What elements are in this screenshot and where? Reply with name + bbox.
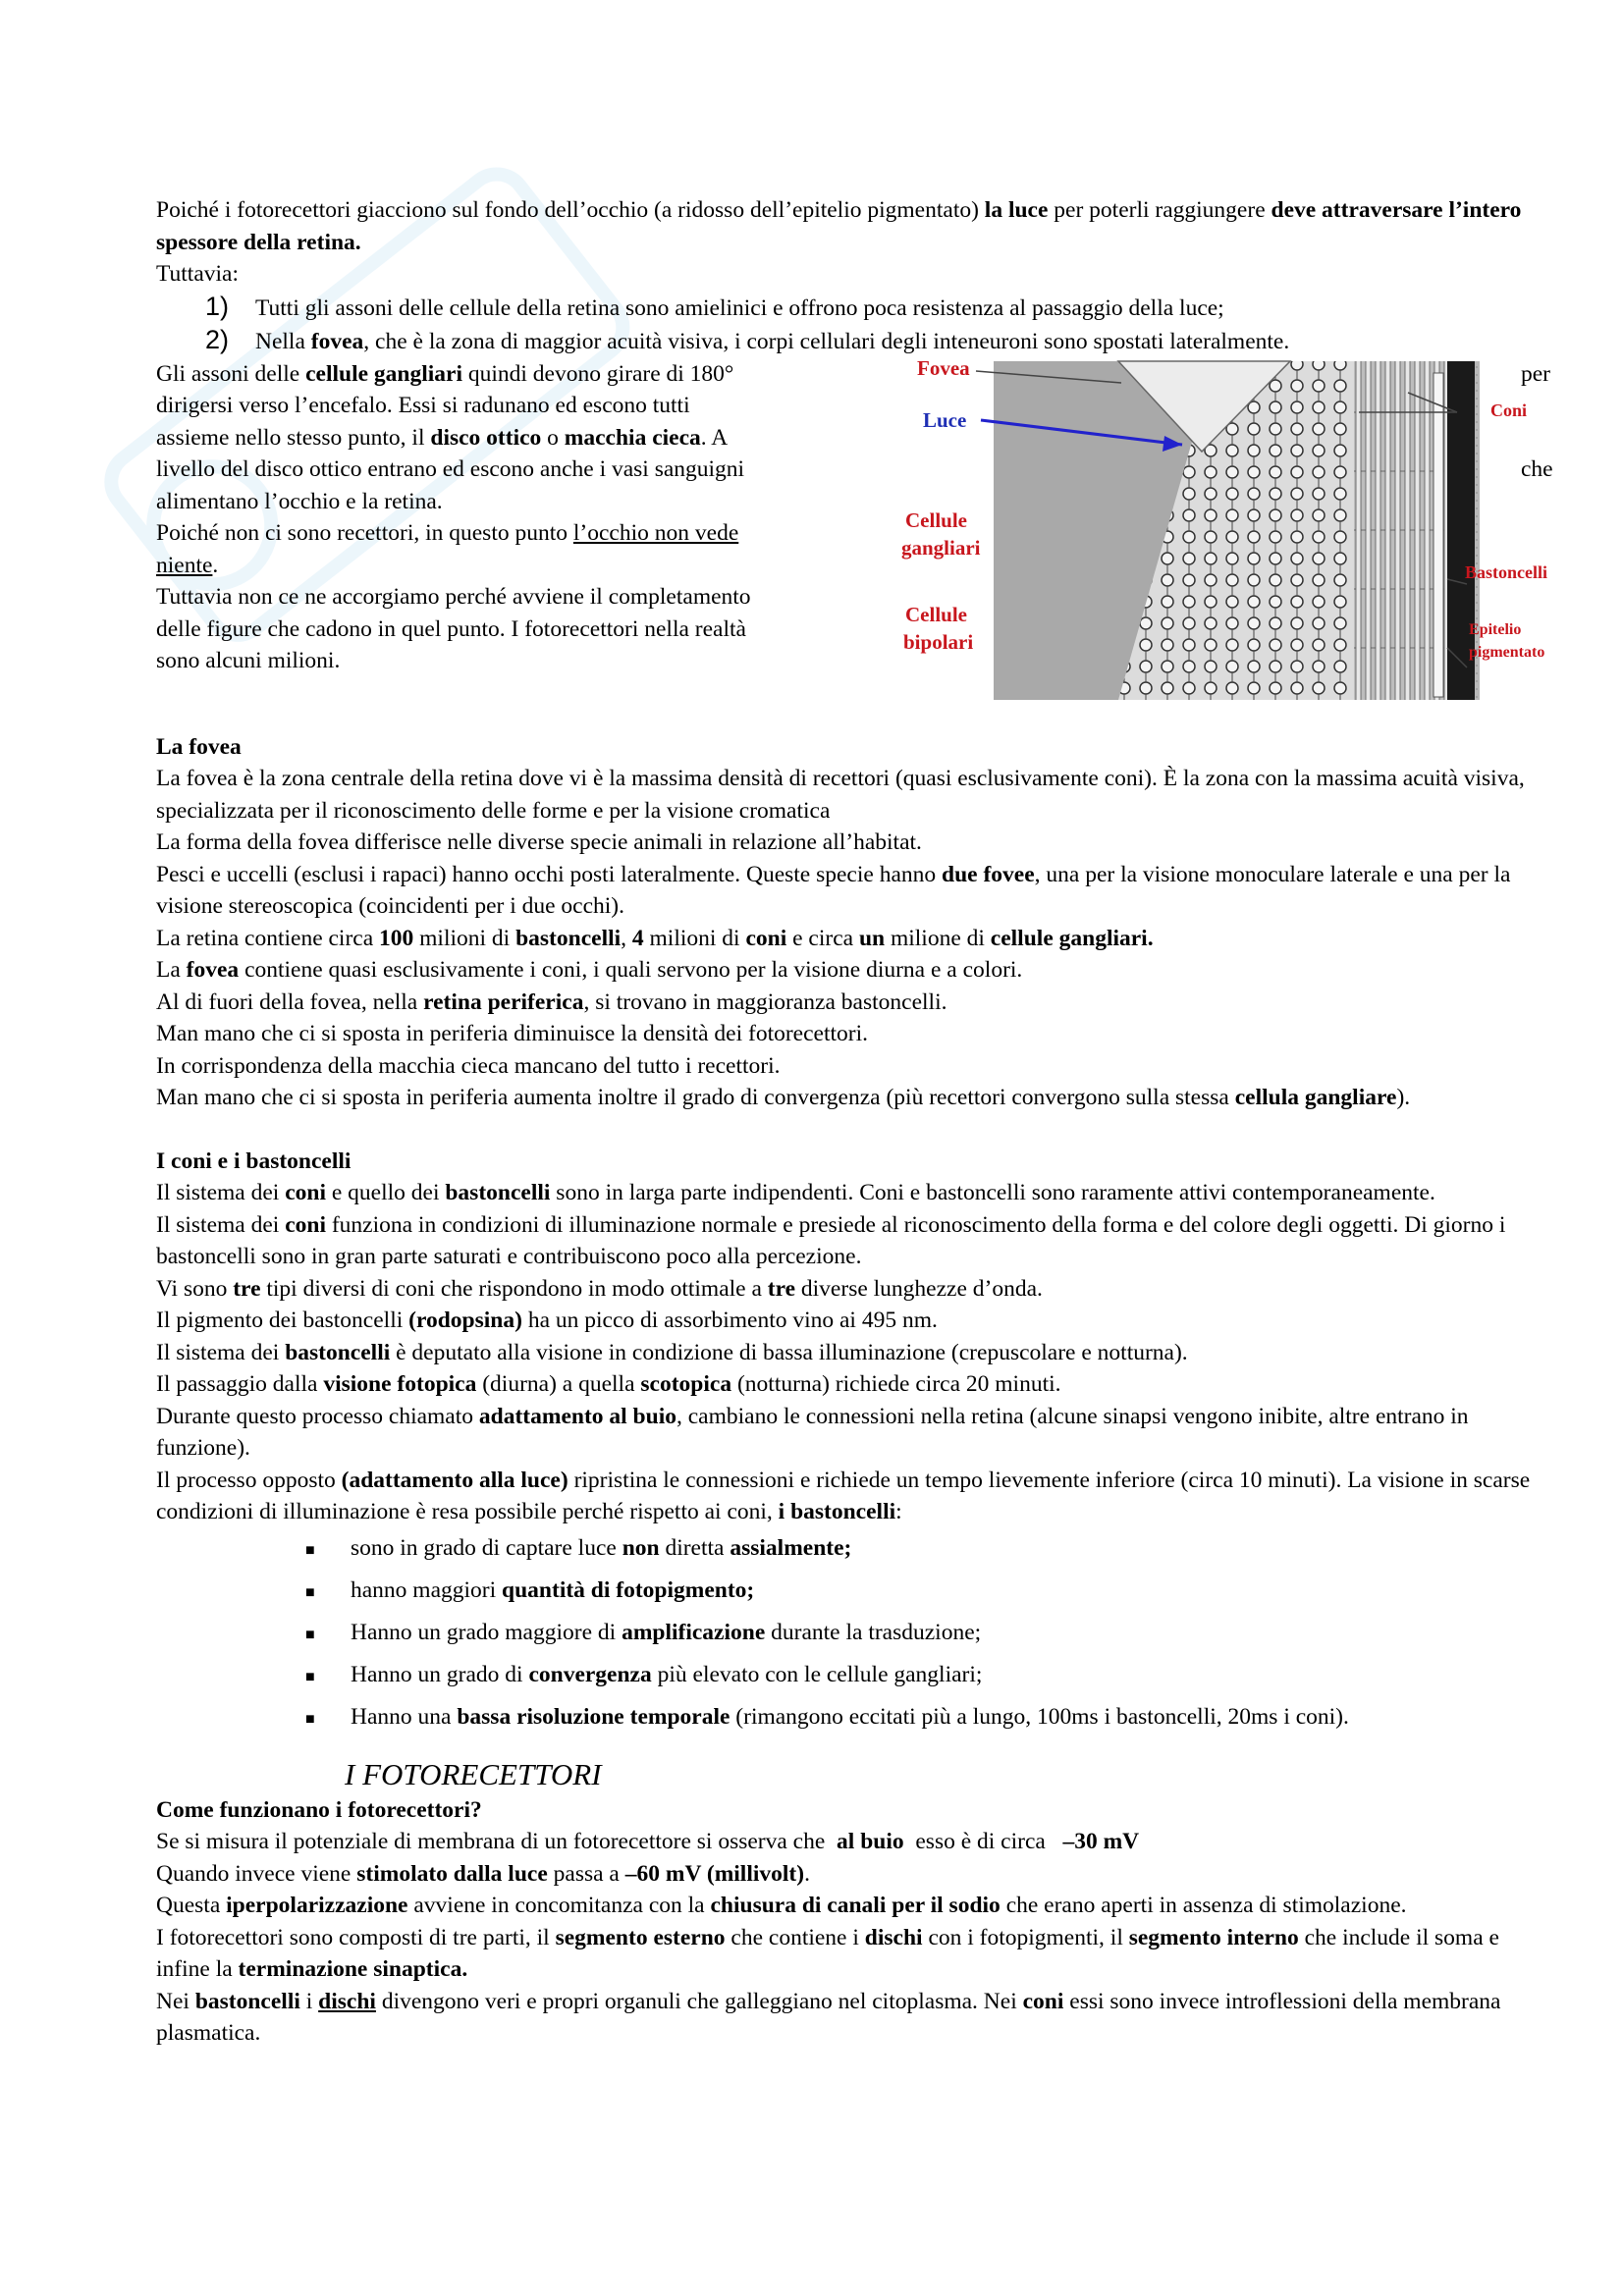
- fovea-p9: Man mano che ci si sposta in periferia aumenta inoltre il grado di convergenza (più recettori convergono sulla stessa cellula gangliare).: [156, 1085, 1411, 1110]
- document-page: [156, 194, 1553, 2050]
- list-item: 1) Tutti gli assoni delle cellule della retina sono amielinici e offrono poca resistenza al passaggio della luce;: [205, 291, 1224, 321]
- fovea-p2: La forma della fovea differisce nelle diverse specie animali in relazione all’habitat.: [156, 829, 922, 855]
- foto-p3: Questa iperpolarizzazione avviene in concomitanza con la chiusura di canali per il sodio che erano aperti in assenza di stimolazione.: [156, 1893, 1407, 1918]
- wrap-word-che: che: [1521, 455, 1553, 482]
- fovea-p1: La fovea è la zona centrale della retina dove vi è la massima densità di recettori (quasi esclusivamente coni). È la zona con la massima acuità visiva, specializzata per il riconoscimento delle forme e per la visione cromatica: [156, 766, 1525, 824]
- label-epitelio-2: pigmentato: [1469, 643, 1545, 661]
- foto-p1: Se si misura il potenziale di membrana di un fotorecettore si osserva che al buio esso è di circa –30 mV: [156, 1829, 1140, 1854]
- label-coni: Coni: [1490, 400, 1528, 420]
- label-bastoncelli: Bastoncelli: [1465, 561, 1547, 582]
- list-item: ■ Hanno un grado di convergenza più elevato con le cellule gangliari;: [305, 1655, 1550, 1697]
- foto-p2: Quando invece viene stimolato dalla luce passa a –60 mV (millivolt).: [156, 1860, 810, 1887]
- label-epitelio-1: Epitelio: [1469, 620, 1522, 638]
- wrap-word-per: per: [1521, 360, 1551, 387]
- fovea-p7: Man mano che ci si sposta in periferia diminuisce la densità dei fotorecettori.: [156, 1021, 869, 1046]
- chapter-title: I FOTORECETTORI: [345, 1756, 602, 1791]
- coni-p5: Il sistema dei bastoncelli è deputato alla visione in condizione di bassa illuminazione (crepuscolare e notturna).: [156, 1339, 1188, 1365]
- square-bullet-icon: ■: [305, 1541, 315, 1559]
- coni-p1: Il sistema dei coni e quello dei bastoncelli sono in larga parte indipendenti. Coni e bastoncelli sono raramente attivi contemporaneamente.: [156, 1180, 1435, 1205]
- tuttavia-line: Tuttavia:: [156, 261, 240, 287]
- fovea-p8: In corrispondenza della macchia cieca mancano del tutto i recettori.: [156, 1052, 781, 1079]
- coni-p6: Il passaggio dalla visione fotopica (diurna) a quella scotopica (notturna) richiede circa 20 minuti.: [156, 1371, 1061, 1397]
- bullet-list: [305, 1528, 1550, 1739]
- label-cellule-gangliari-1: Cellule: [905, 507, 967, 532]
- fovea-p3: Pesci e uccelli (esclusi i rapaci) hanno occhi posti lateralmente. Queste specie hanno due fovee, una per la visione monoculare laterale e una per la visione stereoscopica (coincidenti per i due occhi).: [156, 861, 1511, 919]
- list-item: ■ Hanno un grado maggiore di amplificazione durante la trasduzione;: [305, 1613, 1550, 1655]
- coni-p3: Vi sono tre tipi diversi di coni che rispondono in modo ottimale a tre diverse lunghezze d’onda.: [156, 1275, 1043, 1302]
- list-item: 2) Nella fovea, che è la zona di maggior acuità visiva, i corpi cellulari degli inteneuroni sono spostati lateralmente.: [205, 325, 1290, 354]
- coni-p8: Il processo opposto (adattamento alla luce) ripristina le connessioni e richiede un tempo lievemente inferiore (circa 10 minuti). La visione in scarse condizioni di illuminazione è resa possibile perché rispetto ai coni, i bastoncelli:: [156, 1467, 1531, 1524]
- numbered-list: [156, 291, 1550, 358]
- fovea-p6: Al di fuori della fovea, nella retina periferica, si trovano in maggioranza bastoncelli.: [156, 988, 947, 1015]
- section-heading-coni: I coni e i bastoncelli: [156, 1148, 352, 1174]
- square-bullet-icon: ■: [305, 1626, 315, 1643]
- list-item: ■ sono in grado di captare luce non diretta assialmente;: [305, 1528, 1550, 1571]
- figure-side-text: Gli assoni delle cellule gangliari quindi devono girare di 180° dirigersi verso l’encefalo. Essi si radunano ed escono tutti assieme nello stesso punto, il disco ottico o macchia cieca. A livello del disco ottico entrano ed escono anche i vasi sanguigni alimentano l’occhio e la retina. Poiché non ci sono recettori, in questo punto l’occhio non vede niente. Tuttavia non ce ne accorgiamo perché avviene il completamento delle figure che cadono in quel punto. I fotorecettori nella realtà sono alcuni milioni.: [156, 360, 751, 673]
- list-item: ■ hanno maggiori quantità di fotopigmento;: [305, 1571, 1550, 1613]
- label-cellule-bipolari-1: Cellule: [905, 602, 967, 626]
- label-fovea: Fovea: [917, 355, 970, 380]
- retina-figure: [897, 353, 1623, 707]
- foto-p5: Nei bastoncelli i dischi divengono veri e propri organuli che galleggiano nel citoplasma. Nei coni essi sono invece introflessioni della membrana plasmatica.: [156, 1988, 1501, 2046]
- label-luce: Luce: [923, 407, 967, 432]
- square-bullet-icon: ■: [305, 1668, 315, 1685]
- fovea-p4: La retina contiene circa 100 milioni di bastoncelli, 4 milioni di coni e circa un milione di cellule gangliari.: [156, 925, 1154, 951]
- figure-block: [156, 355, 1553, 700]
- foto-p4: I fotorecettori sono composti di tre parti, il segmento esterno che contiene i dischi con i fotopigmenti, il segmento interno che include il soma e infine la terminazione sinaptica.: [156, 1924, 1499, 1982]
- label-cellule-bipolari-2: bipolari: [903, 629, 974, 654]
- square-bullet-icon: ■: [305, 1583, 315, 1601]
- section-heading-fotorecettori: Come funzionano i fotorecettori?: [156, 1796, 482, 1823]
- section-heading-fovea: La fovea: [156, 733, 242, 760]
- label-cellule-gangliari-2: gangliari: [901, 535, 981, 560]
- square-bullet-icon: ■: [305, 1710, 315, 1728]
- coni-p7: Durante questo processo chiamato adattamento al buio, cambiano le connessioni nella retina (alcune sinapsi vengono inibite, altre entrano in funzione).: [156, 1403, 1469, 1461]
- intro-paragraph: Poiché i fotorecettori giacciono sul fondo dell’occhio (a ridosso dell’epitelio pigmentato) la luce per poterli raggiungere deve attraversare l’intero spessore della retina.: [156, 197, 1522, 255]
- fovea-p5: La fovea contiene quasi esclusivamente i coni, i quali servono per la visione diurna e a colori.: [156, 957, 1023, 983]
- coni-p2: Il sistema dei coni funziona in condizioni di illuminazione normale e presiede al riconoscimento della forma e del colore degli oggetti. Di giorno i bastoncelli sono in gran parte saturati e contribuiscono poco alla percezione.: [156, 1211, 1506, 1269]
- coni-p4: Il pigmento dei bastoncelli (rodopsina) ha un picco di assorbimento vino ai 495 nm.: [156, 1308, 938, 1333]
- list-item: ■ Hanno una bassa risoluzione temporale (rimangono eccitati più a lungo, 100ms i bastoncelli, 20ms i coni).: [305, 1697, 1550, 1739]
